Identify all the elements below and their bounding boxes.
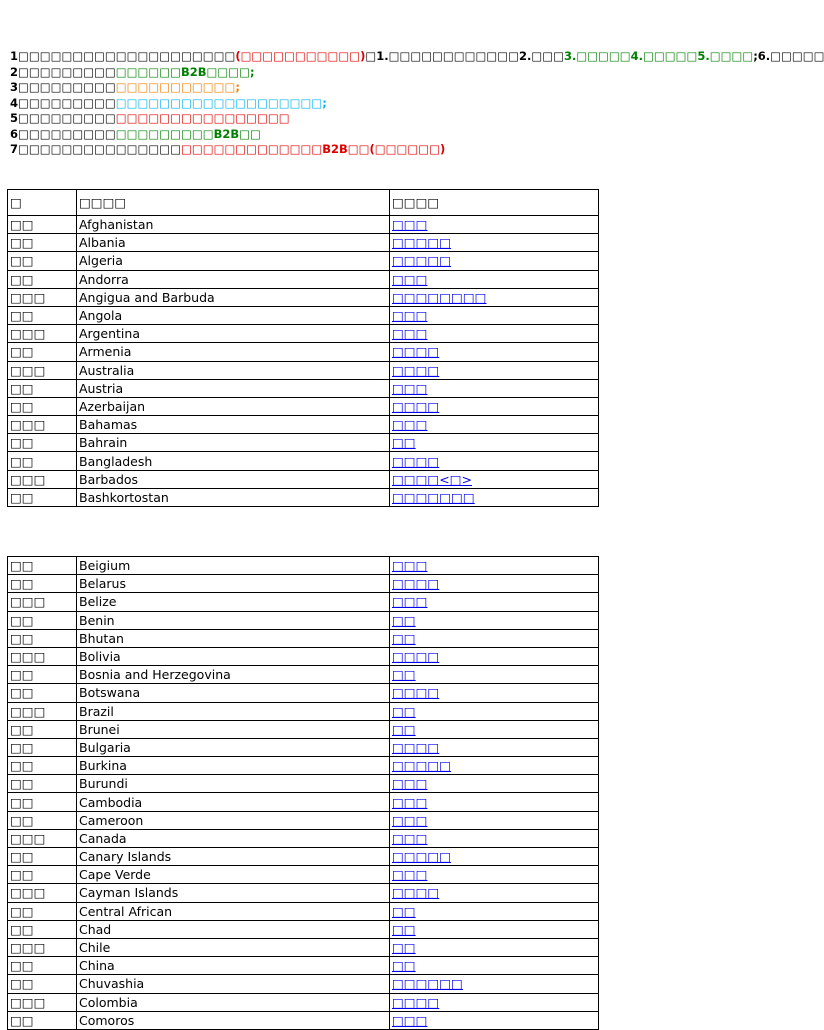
country-link[interactable]: □□ xyxy=(392,958,416,974)
country-abbrev-cell: □□ xyxy=(8,379,77,397)
country-link[interactable]: □□ xyxy=(392,940,416,956)
country-link[interactable]: □□ xyxy=(392,703,416,719)
country-english-name-cell: Brazil xyxy=(77,702,390,720)
table-row xyxy=(8,884,599,902)
instruction-segment: □□□□□□□□□□□; xyxy=(115,80,240,94)
country-english-name-cell: Burundi xyxy=(77,775,390,793)
country-link[interactable]: □□□ xyxy=(392,558,428,574)
country-link-cell xyxy=(390,288,599,306)
country-link-cell xyxy=(390,361,599,379)
table-row xyxy=(8,343,599,361)
table-row xyxy=(8,902,599,920)
country-link-cell xyxy=(390,306,599,324)
country-link[interactable]: □□□□ xyxy=(392,885,440,901)
country-english-name-cell: Cameroon xyxy=(77,811,390,829)
instruction-line xyxy=(10,96,600,112)
country-abbrev-cell: □□ xyxy=(8,575,77,593)
country-link[interactable]: □□□□□□□□ xyxy=(392,289,487,305)
country-abbrev-cell: □□ xyxy=(8,488,77,506)
table-row xyxy=(8,252,599,270)
country-abbrev-cell: □□ xyxy=(8,434,77,452)
instruction-segment: □□□□□□□□□B2B□□ xyxy=(115,126,261,141)
country-english-name-cell: Azerbaijan xyxy=(77,397,390,415)
country-link-cell xyxy=(390,993,599,1011)
country-english-name-cell: Canary Islands xyxy=(77,848,390,866)
country-table-1 xyxy=(7,189,599,507)
country-english-name-cell: Bhutan xyxy=(77,629,390,647)
table-row xyxy=(8,434,599,452)
country-abbrev-cell: □□ xyxy=(8,452,77,470)
table-row xyxy=(8,288,599,306)
table-row xyxy=(8,829,599,847)
country-english-name-cell: Argentina xyxy=(77,325,390,343)
country-link-cell xyxy=(390,957,599,975)
country-abbrev-cell: □□□ xyxy=(8,829,77,847)
country-abbrev-cell: □□ xyxy=(8,866,77,884)
country-link-cell xyxy=(390,557,599,575)
country-english-name-cell: Beigium xyxy=(77,557,390,575)
instruction-segment: 5□□□□□□□□□ xyxy=(10,111,116,125)
country-link-cell xyxy=(390,829,599,847)
country-link[interactable]: □□□□□□□ xyxy=(392,489,475,505)
country-abbrev-cell: □□ xyxy=(8,793,77,811)
instruction-segment: □1.□□□□□□□□□□□□2.□□□ xyxy=(365,49,564,63)
table-row xyxy=(8,757,599,775)
country-english-name-cell: China xyxy=(77,957,390,975)
country-link[interactable]: □□□□□ xyxy=(392,758,452,774)
country-english-name-cell: Canada xyxy=(77,829,390,847)
header-cell-abbrev: □ xyxy=(8,190,77,216)
country-link[interactable]: □□□ xyxy=(392,830,428,846)
country-link-cell xyxy=(390,720,599,738)
country-abbrev-cell: □□ xyxy=(8,216,77,234)
country-english-name-cell: Angigua and Barbuda xyxy=(77,288,390,306)
country-abbrev-cell: □□□ xyxy=(8,647,77,665)
instruction-segment: 4□□□□□□□□□ xyxy=(10,95,116,110)
country-english-name-cell: Belarus xyxy=(77,575,390,593)
table-row xyxy=(8,557,599,575)
country-abbrev-cell: □□ xyxy=(8,234,77,252)
table-row xyxy=(8,975,599,993)
instruction-segment: (□□□□□□□□□□□) xyxy=(235,49,366,63)
country-link[interactable]: □□□□□ xyxy=(392,849,452,865)
country-link[interactable]: □□□ xyxy=(392,867,428,883)
country-english-name-cell: Bulgaria xyxy=(77,738,390,756)
country-link[interactable]: □□ xyxy=(392,667,416,683)
country-link[interactable]: □□□ xyxy=(392,271,428,287)
country-abbrev-cell: □□□ xyxy=(8,325,77,343)
country-english-name-cell: Chuvashia xyxy=(77,975,390,993)
country-english-name-cell: Bangladesh xyxy=(77,452,390,470)
country-link[interactable]: □□□□<□> xyxy=(392,471,472,487)
country-link[interactable]: □□□ xyxy=(392,776,428,792)
country-link-cell xyxy=(390,647,599,665)
country-abbrev-cell: □□ xyxy=(8,1011,77,1029)
country-link-cell xyxy=(390,470,599,488)
country-link-cell xyxy=(390,793,599,811)
table-row xyxy=(8,397,599,415)
country-english-name-cell: Bosnia and Herzegovina xyxy=(77,666,390,684)
country-link[interactable]: □□ xyxy=(392,721,416,737)
country-link-cell xyxy=(390,902,599,920)
country-english-name-cell: Burkina xyxy=(77,757,390,775)
country-link-cell xyxy=(390,397,599,415)
country-link-cell xyxy=(390,611,599,629)
country-abbrev-cell: □□ xyxy=(8,738,77,756)
table-row xyxy=(8,647,599,665)
instruction-segment: 1□□□□□□□□□□□□□□□□□□□□ xyxy=(10,49,236,63)
country-link[interactable]: □□□□ xyxy=(392,685,440,701)
country-link-cell xyxy=(390,1011,599,1029)
header-cell-link-name: □□□□ xyxy=(390,190,599,216)
table-row xyxy=(8,306,599,324)
country-link-cell xyxy=(390,234,599,252)
instruction-line xyxy=(10,111,600,127)
table-row xyxy=(8,216,599,234)
country-link-cell xyxy=(390,884,599,902)
country-link[interactable]: □□ xyxy=(392,612,416,628)
country-link-cell xyxy=(390,938,599,956)
country-link[interactable]: □□□ xyxy=(392,812,428,828)
country-english-name-cell: Bashkortostan xyxy=(77,488,390,506)
country-abbrev-cell: □□□ xyxy=(8,470,77,488)
country-link-cell xyxy=(390,920,599,938)
country-link[interactable]: □□ xyxy=(392,903,416,919)
instruction-segment: 2□□□□□□□□□ xyxy=(10,64,116,79)
country-english-name-cell: Comoros xyxy=(77,1011,390,1029)
country-link-cell xyxy=(390,738,599,756)
country-link[interactable]: □□□ xyxy=(392,417,428,433)
instruction-line xyxy=(10,65,600,81)
table-row xyxy=(8,920,599,938)
country-link-cell xyxy=(390,757,599,775)
country-english-name-cell: Chad xyxy=(77,920,390,938)
table-row xyxy=(8,720,599,738)
country-link-cell xyxy=(390,252,599,270)
country-link[interactable]: □□ xyxy=(392,435,416,451)
instruction-segment: □□□□□□□□□□□□□□□□□□□; xyxy=(115,95,327,110)
country-english-name-cell: Barbados xyxy=(77,470,390,488)
country-abbrev-cell: □□ xyxy=(8,397,77,415)
instruction-line xyxy=(10,80,600,96)
country-english-name-cell: Cayman Islands xyxy=(77,884,390,902)
country-abbrev-cell: □□ xyxy=(8,306,77,324)
table-row xyxy=(8,629,599,647)
country-english-name-cell: Bolivia xyxy=(77,647,390,665)
country-abbrev-cell: □□□ xyxy=(8,884,77,902)
table-row xyxy=(8,470,599,488)
table-row xyxy=(8,593,599,611)
table-row xyxy=(8,1011,599,1029)
country-english-name-cell: Armenia xyxy=(77,343,390,361)
instruction-segment: 6□□□□□□□□□ xyxy=(10,126,116,141)
instruction-segment: □□□□□□□□□□□□□B2B□□(□□□□□□) xyxy=(180,142,446,156)
table-row xyxy=(8,702,599,720)
instruction-segment: ;6.□□□□□ xyxy=(753,49,824,63)
table-row xyxy=(8,379,599,397)
country-link[interactable]: □□□□ xyxy=(392,576,440,592)
country-abbrev-cell: □□ xyxy=(8,270,77,288)
table-row xyxy=(8,993,599,1011)
country-english-name-cell: Bahamas xyxy=(77,416,390,434)
country-english-name-cell: Albania xyxy=(77,234,390,252)
country-english-name-cell: Algeria xyxy=(77,252,390,270)
instruction-line xyxy=(10,127,600,143)
country-abbrev-cell: □□ xyxy=(8,252,77,270)
country-link[interactable]: □□□ xyxy=(392,380,428,396)
country-link[interactable]: □□□□ xyxy=(392,344,440,360)
table-row xyxy=(8,793,599,811)
country-link[interactable]: □□□ xyxy=(392,217,428,233)
instruction-segment: □□□□□□B2B□□□□; xyxy=(115,64,255,79)
table-row xyxy=(8,325,599,343)
country-link[interactable]: □□□ xyxy=(392,326,428,342)
instruction-line xyxy=(10,142,600,158)
country-abbrev-cell: □□ xyxy=(8,684,77,702)
country-abbrev-cell: □□ xyxy=(8,920,77,938)
table-row xyxy=(8,361,599,379)
country-link-cell xyxy=(390,775,599,793)
country-abbrev-cell: □□ xyxy=(8,611,77,629)
country-link-cell xyxy=(390,629,599,647)
country-link[interactable]: □□□□ xyxy=(392,362,440,378)
country-abbrev-cell: □□□ xyxy=(8,288,77,306)
country-link-cell xyxy=(390,416,599,434)
country-abbrev-cell: □□ xyxy=(8,343,77,361)
country-english-name-cell: Austria xyxy=(77,379,390,397)
country-abbrev-cell: □□□ xyxy=(8,938,77,956)
country-link[interactable]: □□□ xyxy=(392,1012,428,1028)
country-abbrev-cell: □□□ xyxy=(8,993,77,1011)
header-cell-english-name: □□□□ xyxy=(77,190,390,216)
country-link-cell xyxy=(390,216,599,234)
table-row xyxy=(8,666,599,684)
country-link-cell xyxy=(390,379,599,397)
table-row xyxy=(8,234,599,252)
country-link[interactable]: □□□ xyxy=(392,794,428,810)
country-english-name-cell: Central African xyxy=(77,902,390,920)
country-abbrev-cell: □□ xyxy=(8,629,77,647)
country-english-name-cell: Benin xyxy=(77,611,390,629)
table-row xyxy=(8,270,599,288)
country-link-cell xyxy=(390,702,599,720)
instructions-block xyxy=(10,49,824,158)
country-link-cell xyxy=(390,325,599,343)
country-link-cell xyxy=(390,848,599,866)
table-row xyxy=(8,575,599,593)
country-abbrev-cell: □□ xyxy=(8,775,77,793)
country-link[interactable]: □□□ xyxy=(392,594,428,610)
country-link-cell xyxy=(390,593,599,611)
country-link[interactable]: □□□□ xyxy=(392,994,440,1010)
country-link[interactable]: □□□□ xyxy=(392,739,440,755)
country-link-cell xyxy=(390,684,599,702)
country-english-name-cell: Colombia xyxy=(77,993,390,1011)
country-abbrev-cell: □□ xyxy=(8,811,77,829)
country-abbrev-cell: □□ xyxy=(8,957,77,975)
country-english-name-cell: Cambodia xyxy=(77,793,390,811)
country-link-cell xyxy=(390,811,599,829)
table-row xyxy=(8,848,599,866)
country-link-cell xyxy=(390,866,599,884)
country-link-cell xyxy=(390,575,599,593)
instruction-segment: 3□□□□□□□□□ xyxy=(10,80,116,94)
table-row xyxy=(8,611,599,629)
country-link[interactable]: □□□ xyxy=(392,308,428,324)
country-abbrev-cell: □□□ xyxy=(8,593,77,611)
country-english-name-cell: Angola xyxy=(77,306,390,324)
instruction-line xyxy=(10,49,824,65)
table-row xyxy=(8,957,599,975)
country-table-2 xyxy=(7,556,599,1030)
country-link-cell xyxy=(390,434,599,452)
country-english-name-cell: Bahrain xyxy=(77,434,390,452)
country-link-cell xyxy=(390,975,599,993)
country-english-name-cell: Brunei xyxy=(77,720,390,738)
instruction-segment: □□□□□□□□□□□□□□□□ xyxy=(115,111,290,125)
country-abbrev-cell: □□ xyxy=(8,720,77,738)
country-link[interactable]: □□□□ xyxy=(392,649,440,665)
instruction-segment: 7□□□□□□□□□□□□□□□ xyxy=(10,142,181,156)
country-link-cell xyxy=(390,270,599,288)
country-english-name-cell: Chile xyxy=(77,938,390,956)
country-link-cell xyxy=(390,666,599,684)
country-abbrev-cell: □□ xyxy=(8,848,77,866)
country-abbrev-cell: □□ xyxy=(8,557,77,575)
table-row xyxy=(8,938,599,956)
country-abbrev-cell: □□ xyxy=(8,666,77,684)
table-header-row xyxy=(8,190,599,216)
country-english-name-cell: Andorra xyxy=(77,270,390,288)
country-link[interactable]: □□ xyxy=(392,921,416,937)
country-english-name-cell: Botswana xyxy=(77,684,390,702)
country-link-cell xyxy=(390,452,599,470)
table-row xyxy=(8,775,599,793)
country-abbrev-cell: □□□ xyxy=(8,361,77,379)
table-row xyxy=(8,684,599,702)
country-link-cell xyxy=(390,488,599,506)
table-row xyxy=(8,416,599,434)
country-abbrev-cell: □□ xyxy=(8,902,77,920)
country-link-cell xyxy=(390,343,599,361)
country-english-name-cell: Belize xyxy=(77,593,390,611)
country-english-name-cell: Cape Verde xyxy=(77,866,390,884)
country-link[interactable]: □□ xyxy=(392,630,416,646)
country-abbrev-cell: □□□ xyxy=(8,416,77,434)
country-link[interactable]: □□□□□□ xyxy=(392,976,463,992)
instruction-segment: 3.□□□□□4.□□□□□5.□□□□ xyxy=(563,49,754,63)
country-abbrev-cell: □□□ xyxy=(8,702,77,720)
country-abbrev-cell: □□ xyxy=(8,757,77,775)
country-link[interactable]: □□□□ xyxy=(392,453,440,469)
country-link[interactable]: □□□□□ xyxy=(392,235,452,251)
table-row xyxy=(8,738,599,756)
country-english-name-cell: Afghanistan xyxy=(77,216,390,234)
table-row xyxy=(8,866,599,884)
country-link[interactable]: □□□□ xyxy=(392,398,440,414)
country-english-name-cell: Australia xyxy=(77,361,390,379)
table-row xyxy=(8,452,599,470)
table-row xyxy=(8,811,599,829)
table-row xyxy=(8,488,599,506)
country-link[interactable]: □□□□□ xyxy=(392,253,452,269)
country-abbrev-cell: □□ xyxy=(8,975,77,993)
